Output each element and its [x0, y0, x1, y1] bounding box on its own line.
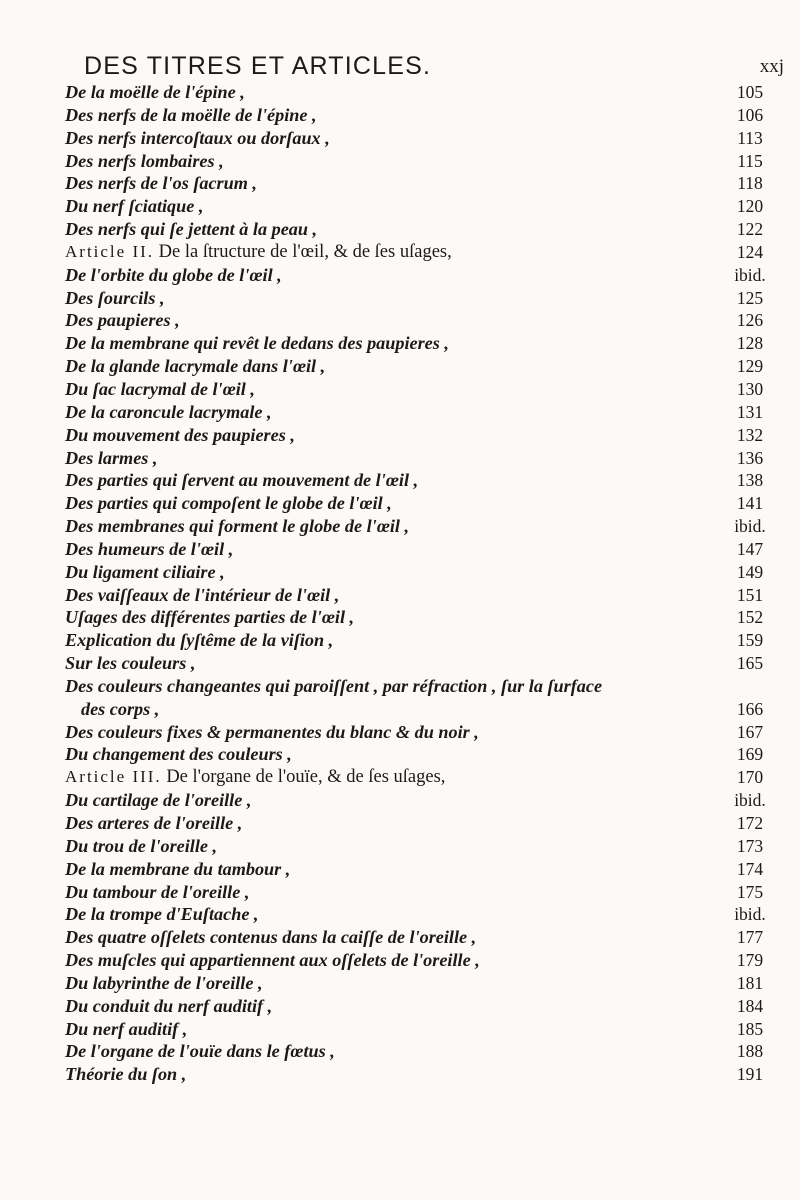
toc-entry	[65, 789, 785, 812]
table-of-contents	[65, 81, 785, 1086]
toc-entry	[65, 355, 785, 378]
toc-entry	[65, 972, 785, 995]
entry-title: De la moëlle de l'épine ,	[65, 82, 245, 102]
page-number: 169	[736, 744, 764, 765]
entry-title: Du nerf auditif ,	[65, 1018, 188, 1039]
toc-entry	[65, 584, 785, 607]
entry-title: De la caroncule lacrymale ,	[65, 401, 272, 422]
toc-entry	[65, 492, 785, 515]
page-number: 185	[736, 1018, 764, 1039]
page-number: 136	[736, 447, 764, 468]
entry-title: Des parties qui compoſent le globe de l'œil ,	[65, 493, 392, 514]
entry-title: Des parties qui ſervent au mouvement de l'œil ,	[65, 470, 419, 491]
entry-title: Des nerfs de la moëlle de l'épine ,	[65, 104, 317, 125]
toc-entry	[65, 561, 785, 584]
toc-entry	[65, 858, 785, 881]
page-number: 115	[737, 150, 763, 171]
page-number: 141	[736, 493, 764, 514]
entry-title: Du conduit du nerf auditif ,	[65, 995, 273, 1016]
page-number: 128	[736, 333, 764, 354]
toc-entry	[65, 218, 785, 241]
article-title: De la ſtructure de l'œil, & de ſes uſages,	[158, 241, 452, 262]
page-number: 170	[736, 767, 764, 788]
page-number: 120	[736, 196, 764, 217]
page-number: 113	[737, 127, 763, 148]
page-number: 174	[736, 858, 764, 879]
entry-title: Des larmes ,	[65, 447, 158, 468]
toc-entry	[65, 264, 785, 287]
toc-entry	[65, 698, 785, 721]
toc-entry	[65, 1018, 785, 1041]
entry-title: Des nerfs intercoſtaux ou dorſaux ,	[65, 127, 330, 148]
toc-entry	[65, 629, 785, 652]
toc-entry	[65, 81, 785, 104]
page-number: 126	[736, 310, 764, 331]
page-number: 125	[736, 287, 764, 308]
article-label: Article II.	[65, 241, 155, 261]
toc-entry	[65, 104, 785, 127]
page-number: ibid.	[734, 790, 766, 811]
entry-title: des corps ,	[81, 698, 160, 719]
toc-entry	[65, 926, 785, 949]
article-title: De l'organe de l'ouïe, & de ſes uſages,	[166, 767, 446, 788]
toc-entry	[65, 401, 785, 424]
page-number: 165	[736, 653, 764, 674]
header-title: DES TITRES ET ARTICLES.	[84, 52, 432, 80]
page-number: 159	[736, 630, 764, 651]
entry-title: Du tambour de l'oreille ,	[65, 881, 250, 902]
toc-entry	[65, 743, 785, 766]
toc-entry	[65, 538, 785, 561]
toc-entry	[65, 721, 785, 744]
toc-entry	[65, 378, 785, 401]
entry-title: Des membranes qui forment le globe de l'œil ,	[65, 516, 410, 537]
entry-title: De l'organe de l'ouïe dans le fœtus ,	[65, 1041, 335, 1062]
page-number: 132	[736, 424, 764, 445]
entry-title: Du cartilage de l'oreille ,	[65, 790, 252, 811]
toc-entry	[65, 1063, 785, 1086]
toc-entry	[65, 469, 785, 492]
entry-title: De la membrane du tambour ,	[65, 858, 291, 879]
toc-entry	[65, 172, 785, 195]
entry-title: Des ſourcils ,	[65, 287, 165, 308]
toc-entry	[65, 675, 785, 698]
toc-entry	[65, 447, 785, 470]
toc-entry	[65, 195, 785, 218]
entry-title: Sur les couleurs ,	[65, 653, 196, 674]
entry-title: Des humeurs de l'œil ,	[65, 538, 234, 559]
page-number: 188	[736, 1041, 764, 1062]
page-number: ibid.	[734, 264, 766, 285]
entry-title: De la membrane qui revêt le dedans des paupieres ,	[65, 333, 449, 354]
page-number: ibid.	[734, 904, 766, 925]
toc-entry	[65, 1040, 785, 1063]
toc-entry	[65, 812, 785, 835]
page-number: 138	[736, 470, 764, 491]
entry-title: Des muſcles qui appartiennent aux oſſelets de l'oreille ,	[65, 950, 480, 971]
toc-entry	[65, 995, 785, 1018]
entry-title: Du labyrinthe de l'oreille ,	[65, 972, 263, 993]
entry-title: Du ſac lacrymal de l'œil ,	[65, 378, 255, 399]
entry-title: Des nerfs qui ſe jettent à la peau ,	[65, 219, 318, 240]
page-number: 147	[736, 538, 764, 559]
toc-entry	[65, 424, 785, 447]
toc-entry	[65, 287, 785, 310]
entry-title: Explication du ſyſtême de la viſion ,	[65, 630, 334, 651]
entry-title: Des arteres de l'oreille ,	[65, 813, 243, 833]
page-number: 130	[736, 378, 764, 399]
article-heading-text	[65, 766, 445, 789]
entry-title: Du changement des couleurs ,	[65, 744, 292, 765]
entry-title: Théorie du ſon ,	[65, 1064, 187, 1085]
toc-entry	[65, 606, 785, 629]
page-number: 175	[736, 881, 764, 902]
entry-title: De la trompe d'Euſtache ,	[65, 904, 259, 925]
article-heading-text	[65, 241, 452, 264]
entry-title: Des nerfs lombaires ,	[65, 150, 224, 171]
page-number: 179	[736, 950, 764, 971]
entry-title: Du ligament ciliaire ,	[65, 561, 225, 582]
article-heading	[65, 766, 785, 789]
entry-title: Des couleurs fixes & permanentes du blanc & du noir ,	[65, 721, 479, 742]
toc-entry	[65, 949, 785, 972]
page-number: 106	[736, 104, 764, 125]
entry-title: Des quatre oſſelets contenus dans la caiſſe de l'oreille ,	[65, 927, 477, 948]
toc-entry	[65, 835, 785, 858]
header-folio: xxj	[759, 56, 784, 77]
entry-title: Du trou de l'oreille ,	[65, 835, 218, 856]
toc-entry	[65, 332, 785, 355]
entry-title: Du nerf ſciatique ,	[65, 196, 204, 217]
page-number: 149	[736, 561, 764, 582]
article-heading	[65, 241, 785, 264]
toc-entry	[65, 309, 785, 332]
article-label: Article III.	[65, 767, 162, 787]
entry-title: Des couleurs changeantes qui paroiſſent , par réfraction , ſur la ſurface	[65, 675, 603, 696]
page-number: 191	[736, 1064, 764, 1085]
page-number: ibid.	[734, 516, 766, 537]
entry-title: Des vaiſſeaux de l'intérieur de l'œil ,	[65, 584, 340, 605]
page-number: 173	[736, 835, 764, 856]
page-number: 167	[736, 721, 764, 742]
page-number: 129	[736, 356, 764, 377]
page-number: 118	[737, 173, 763, 194]
page-number: 105	[736, 82, 764, 102]
page-number: 184	[736, 995, 764, 1016]
toc-entry	[65, 881, 785, 904]
entry-title: De l'orbite du globe de l'œil ,	[65, 264, 282, 285]
page-number: 166	[736, 698, 764, 719]
entry-title: De la glande lacrymale dans l'œil ,	[65, 356, 326, 377]
entry-title: Uſages des différentes parties de l'œil ,	[65, 607, 355, 628]
toc-entry	[65, 127, 785, 150]
page-number: 181	[736, 972, 764, 993]
page-number: 177	[736, 927, 764, 948]
page-number: 151	[736, 584, 764, 605]
toc-entry	[65, 903, 785, 926]
page-number: 131	[736, 401, 764, 422]
page-number: 152	[736, 607, 764, 628]
page-number: 122	[736, 219, 764, 240]
entry-title: Des nerfs de l'os ſacrum ,	[65, 173, 257, 194]
entry-title: Des paupieres ,	[65, 310, 180, 331]
toc-entry	[65, 150, 785, 173]
toc-entry	[65, 515, 785, 538]
toc-entry	[65, 652, 785, 675]
page-number: 124	[736, 241, 764, 262]
page-number: 172	[736, 813, 764, 833]
entry-title: Du mouvement des paupieres ,	[65, 424, 295, 445]
